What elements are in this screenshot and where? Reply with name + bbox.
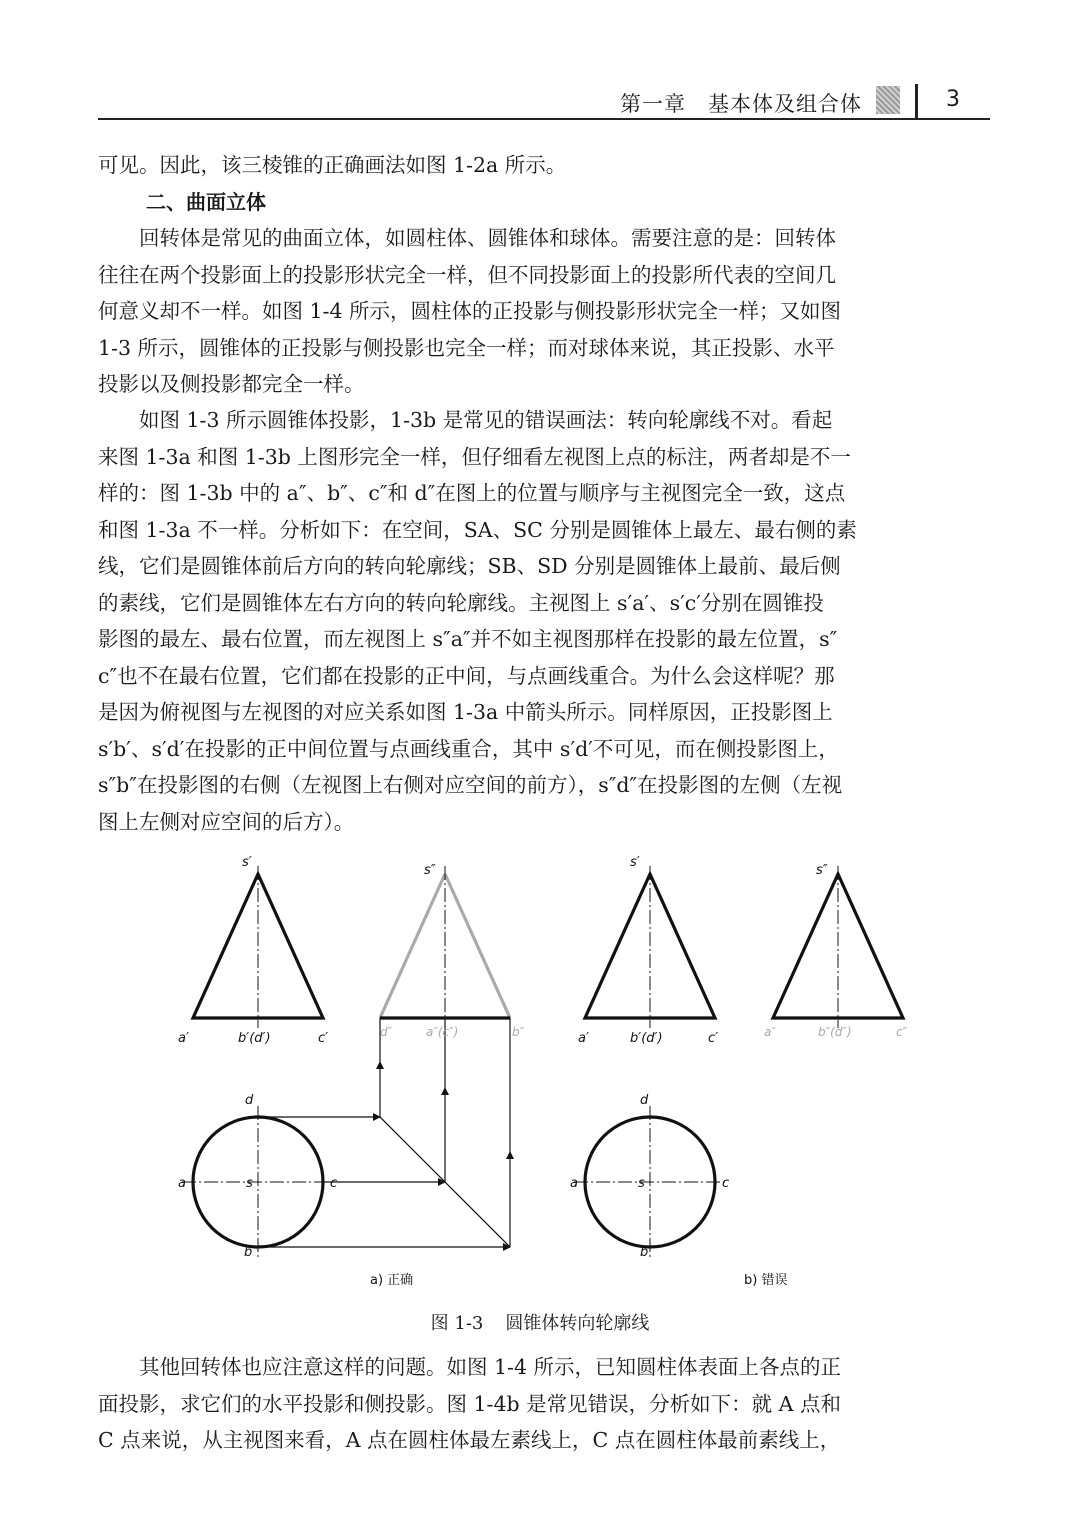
text-line: s′b′、s′d′在投影的正中间位置与点画线重合，其中 s′d′不可见，而在侧投影图上，	[98, 736, 839, 761]
label-s-a: s	[246, 1176, 253, 1191]
text-line: 面投影，求它们的水平投影和侧投影。图 1-4b 是常见错误，分析如下：就 A 点和	[98, 1391, 842, 1416]
label-c-b: c	[722, 1176, 730, 1191]
text-line: 投影以及侧投影都完全一样。	[98, 372, 365, 396]
paragraph-2	[98, 402, 994, 840]
label-c-prime-b: c′	[708, 1031, 719, 1046]
label-a-b: a	[570, 1176, 578, 1191]
label-a-dprime-b: a″	[764, 1025, 776, 1039]
text-line: 1-3 所示，圆锥体的正投影与侧投影也完全一样；而对球体来说，其正投影、水平	[98, 335, 835, 360]
label-s-prime-a: s′	[242, 855, 252, 870]
text-line: 影图的最左、最右位置，而左视图上 s″a″并不如主视图那样在投影的最左位置，s″	[98, 627, 838, 651]
top-view-a	[182, 1106, 334, 1258]
paragraph-1	[98, 220, 994, 403]
text-line: 如图 1-3 所示圆锥体投影，1-3b 是常见的错误画法：转向轮廓线不对。看起	[98, 408, 833, 432]
caption-number: 图 1-3	[430, 1313, 484, 1334]
section-heading: 二、曲面立体	[146, 190, 266, 214]
text-line: 往往在两个投影面上的投影形状完全一样，但不同投影面上的投影所代表的空间几	[98, 262, 836, 287]
subcaption-b: b) 错误	[744, 1273, 788, 1288]
label-bd-dprime-b: b″(d″)	[818, 1025, 852, 1039]
label-b-a: b	[244, 1245, 253, 1260]
label-b-dprime-a: b″	[512, 1025, 525, 1039]
label-bd-prime-a: b′(d′)	[238, 1031, 271, 1046]
label-d-b: d	[640, 1093, 649, 1108]
chapter-title: 第一章 基本体及组合体	[620, 92, 862, 116]
label-a-prime-a: a′	[178, 1031, 189, 1046]
text-line: 的素线，它们是圆锥体左右方向的转向轮廓线。主视图上 s′a′、s′c′分别在圆锥投	[98, 590, 824, 615]
figure-drawing	[160, 852, 920, 1302]
caption-title: 圆锥体转向轮廓线	[505, 1313, 650, 1334]
top-view-b	[574, 1106, 726, 1258]
label-d-dprime-a: d″	[380, 1025, 393, 1039]
text-line: 来图 1-3a 和图 1-3b 上图形完全一样，但仔细看左视图上点的标注，两者却是不一	[98, 444, 851, 469]
text-line: 是因为俯视图与左视图的对应关系如图 1-3a 中箭头所示。同样原因，正投影图上	[98, 700, 833, 724]
front-view-a	[193, 866, 323, 1028]
intro-line: 可见。因此，该三棱锥的正确画法如图 1-2a 所示。	[98, 153, 567, 177]
label-a-prime-b: a′	[578, 1031, 589, 1046]
subcaption-a: a) 正确	[370, 1273, 414, 1288]
label-c-a: c	[330, 1176, 338, 1191]
label-s-dprime-b: s″	[816, 863, 828, 878]
projection-lines	[258, 1018, 510, 1247]
text-line: c″也不在最右位置，它们都在投影的正中间，与点画线重合。为什么会这样呢？那	[98, 663, 835, 688]
label-bd-prime-b: b′(d′)	[630, 1031, 663, 1046]
page-number: 3	[946, 87, 960, 112]
label-d-a: d	[245, 1093, 254, 1108]
header-decoration	[876, 86, 900, 114]
text-line: C 点来说，从主视图来看，A 点在圆柱体最左素线上，C 点在圆柱体最前素线上，	[98, 1428, 841, 1452]
label-s-dprime-a: s″	[424, 863, 436, 878]
text-line: 样的：图 1-3b 中的 a″、b″、c″和 d″在图上的位置与顺序与主视图完全一致，这点	[98, 481, 846, 505]
header-divider	[915, 84, 918, 120]
paragraph-3	[98, 1349, 994, 1459]
text-line: 何意义却不一样。如图 1-4 所示，圆柱体的正投影与侧投影形状完全一样；又如图	[98, 299, 842, 323]
side-view-b	[773, 866, 903, 1028]
text-line: 线，它们是圆锥体前后方向的转向轮廓线；SB、SD 分别是圆锥体上最前、最后侧	[98, 554, 841, 578]
figure-caption	[0, 1309, 1080, 1335]
label-ac-dprime-a: a″(c″)	[426, 1025, 459, 1039]
label-s-prime-b: s′	[630, 855, 640, 870]
page-header	[98, 84, 990, 120]
text-line: 回转体是常见的曲面立体，如圆柱体、圆锥体和球体。需要注意的是：回转体	[98, 226, 836, 250]
figure-1-3	[160, 852, 920, 1302]
text-line: 其他回转体也应注意这样的问题。如图 1-4 所示，已知圆柱体表面上各点的正	[98, 1355, 842, 1379]
text-line: 和图 1-3a 不一样。分析如下：在空间，SA、SC 分别是圆锥体上最左、最右侧的素	[98, 517, 857, 542]
text-line: 图上左侧对应空间的后方）。	[98, 809, 355, 834]
label-c-dprime-b: c″	[896, 1025, 908, 1039]
side-view-a	[380, 866, 510, 1028]
label-s-b: s	[638, 1176, 645, 1191]
label-c-prime-a: c′	[318, 1031, 329, 1046]
label-a-a: a	[178, 1176, 186, 1191]
front-view-b	[585, 866, 715, 1028]
label-b-b: b	[640, 1245, 649, 1260]
header-rule	[98, 118, 990, 120]
text-line: s″b″在投影图的右侧（左视图上右侧对应空间的前方），s″d″在投影图的左侧（左视	[98, 773, 843, 797]
